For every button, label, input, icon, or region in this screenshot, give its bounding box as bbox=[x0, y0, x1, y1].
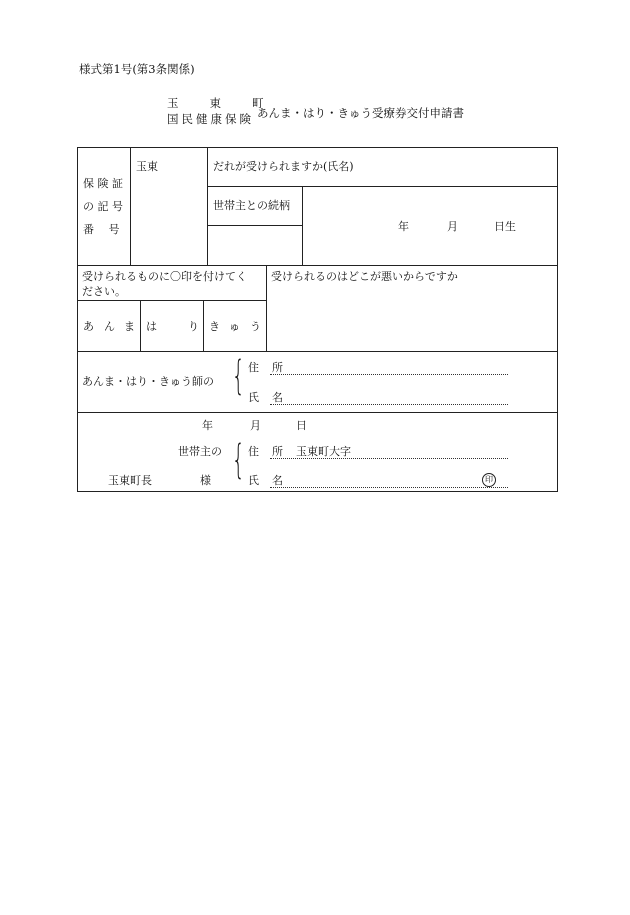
relation-label: 世帯主との続柄 bbox=[213, 199, 290, 212]
practitioner-name-label-2: 名 bbox=[272, 391, 283, 404]
practitioner-address-label-1: 住 bbox=[248, 361, 259, 374]
rule-instruction-right bbox=[266, 265, 267, 351]
birth-year-label: 年 bbox=[398, 220, 409, 233]
org-char-2: 東 bbox=[209, 96, 221, 110]
rule-label-right bbox=[130, 148, 131, 265]
seal-mark: 印 bbox=[482, 473, 496, 487]
option-hari-char2: り bbox=[188, 320, 199, 333]
practitioner-brace: { bbox=[232, 353, 245, 399]
applicant-address-line[interactable] bbox=[270, 458, 508, 459]
practitioner-label: あんま・はり・きゅう師の bbox=[82, 375, 214, 388]
date-year-label: 年 bbox=[202, 419, 213, 432]
rule-prefix-right bbox=[207, 148, 208, 265]
practitioner-name-label-1: 氏 bbox=[248, 391, 259, 404]
org-char-1: 玉 bbox=[167, 96, 179, 110]
form-title: あんま・はり・きゅう受療券交付申請書 bbox=[257, 106, 464, 120]
option-anma-char1: あ bbox=[83, 320, 94, 333]
recipient-question: だれが受けられますか(氏名) bbox=[213, 160, 354, 173]
symbol-prefix: 玉東 bbox=[136, 160, 158, 173]
rule-recipient-bottom bbox=[207, 186, 557, 187]
header-org-line2: 国民健康保険 bbox=[167, 112, 254, 126]
practitioner-address-line[interactable] bbox=[270, 374, 508, 375]
honorific: 様 bbox=[200, 474, 211, 487]
insurance-label-line1: 保 険 証 bbox=[83, 177, 123, 190]
option-kyu-char3: う bbox=[250, 320, 261, 333]
applicant-name-line[interactable] bbox=[270, 487, 508, 488]
rule-relation-bottom bbox=[207, 225, 302, 226]
header-org-line1 bbox=[167, 98, 264, 110]
option-anma-char3: ま bbox=[124, 320, 135, 333]
treatment-instruction-line2: ださい。 bbox=[82, 285, 126, 298]
insurance-label-line2: の 記 号 bbox=[83, 200, 123, 213]
practitioner-address-label-2: 所 bbox=[272, 361, 283, 374]
option-kyu-char2: ゅ bbox=[229, 320, 240, 333]
addressee: 玉東町長 bbox=[108, 474, 152, 487]
date-month-label: 月 bbox=[250, 419, 261, 432]
applicant-name-label-1: 氏 bbox=[248, 474, 259, 487]
form-number: 様式第1号(第3条関係) bbox=[79, 62, 195, 76]
applicant-address-label-2: 所 bbox=[272, 445, 283, 458]
applicant-address-value: 玉東町大字 bbox=[296, 445, 351, 458]
birth-month-label: 月 bbox=[447, 220, 458, 233]
rule-insurance-bottom bbox=[78, 265, 557, 266]
org-char-3: 町 bbox=[252, 96, 264, 110]
rule-instruction-bottom bbox=[78, 300, 266, 301]
condition-question: 受けられるのはどこが悪いからですか bbox=[271, 270, 458, 283]
option-anma-char2: ん bbox=[104, 320, 115, 333]
treatment-instruction-line1: 受けられるものに〇印を付けてく bbox=[82, 270, 247, 283]
rule-practitioner-bottom bbox=[78, 412, 557, 413]
insurance-label-line3: 番 号 bbox=[83, 223, 120, 236]
birth-day-label: 日生 bbox=[494, 220, 516, 233]
applicant-name-label-2: 名 bbox=[272, 474, 283, 487]
practitioner-name-line[interactable] bbox=[270, 404, 508, 405]
applicant-address-label-1: 住 bbox=[248, 445, 259, 458]
rule-hari-right bbox=[203, 300, 204, 351]
applicant-brace: { bbox=[232, 437, 245, 483]
household-head-label: 世帯主の bbox=[178, 445, 222, 458]
rule-anma-right bbox=[140, 300, 141, 351]
option-hari-char1: は bbox=[146, 320, 157, 333]
rule-treatment-bottom bbox=[78, 351, 557, 352]
date-day-label: 日 bbox=[296, 419, 307, 432]
rule-relation-right bbox=[302, 186, 303, 265]
option-kyu-char1: き bbox=[209, 320, 220, 333]
